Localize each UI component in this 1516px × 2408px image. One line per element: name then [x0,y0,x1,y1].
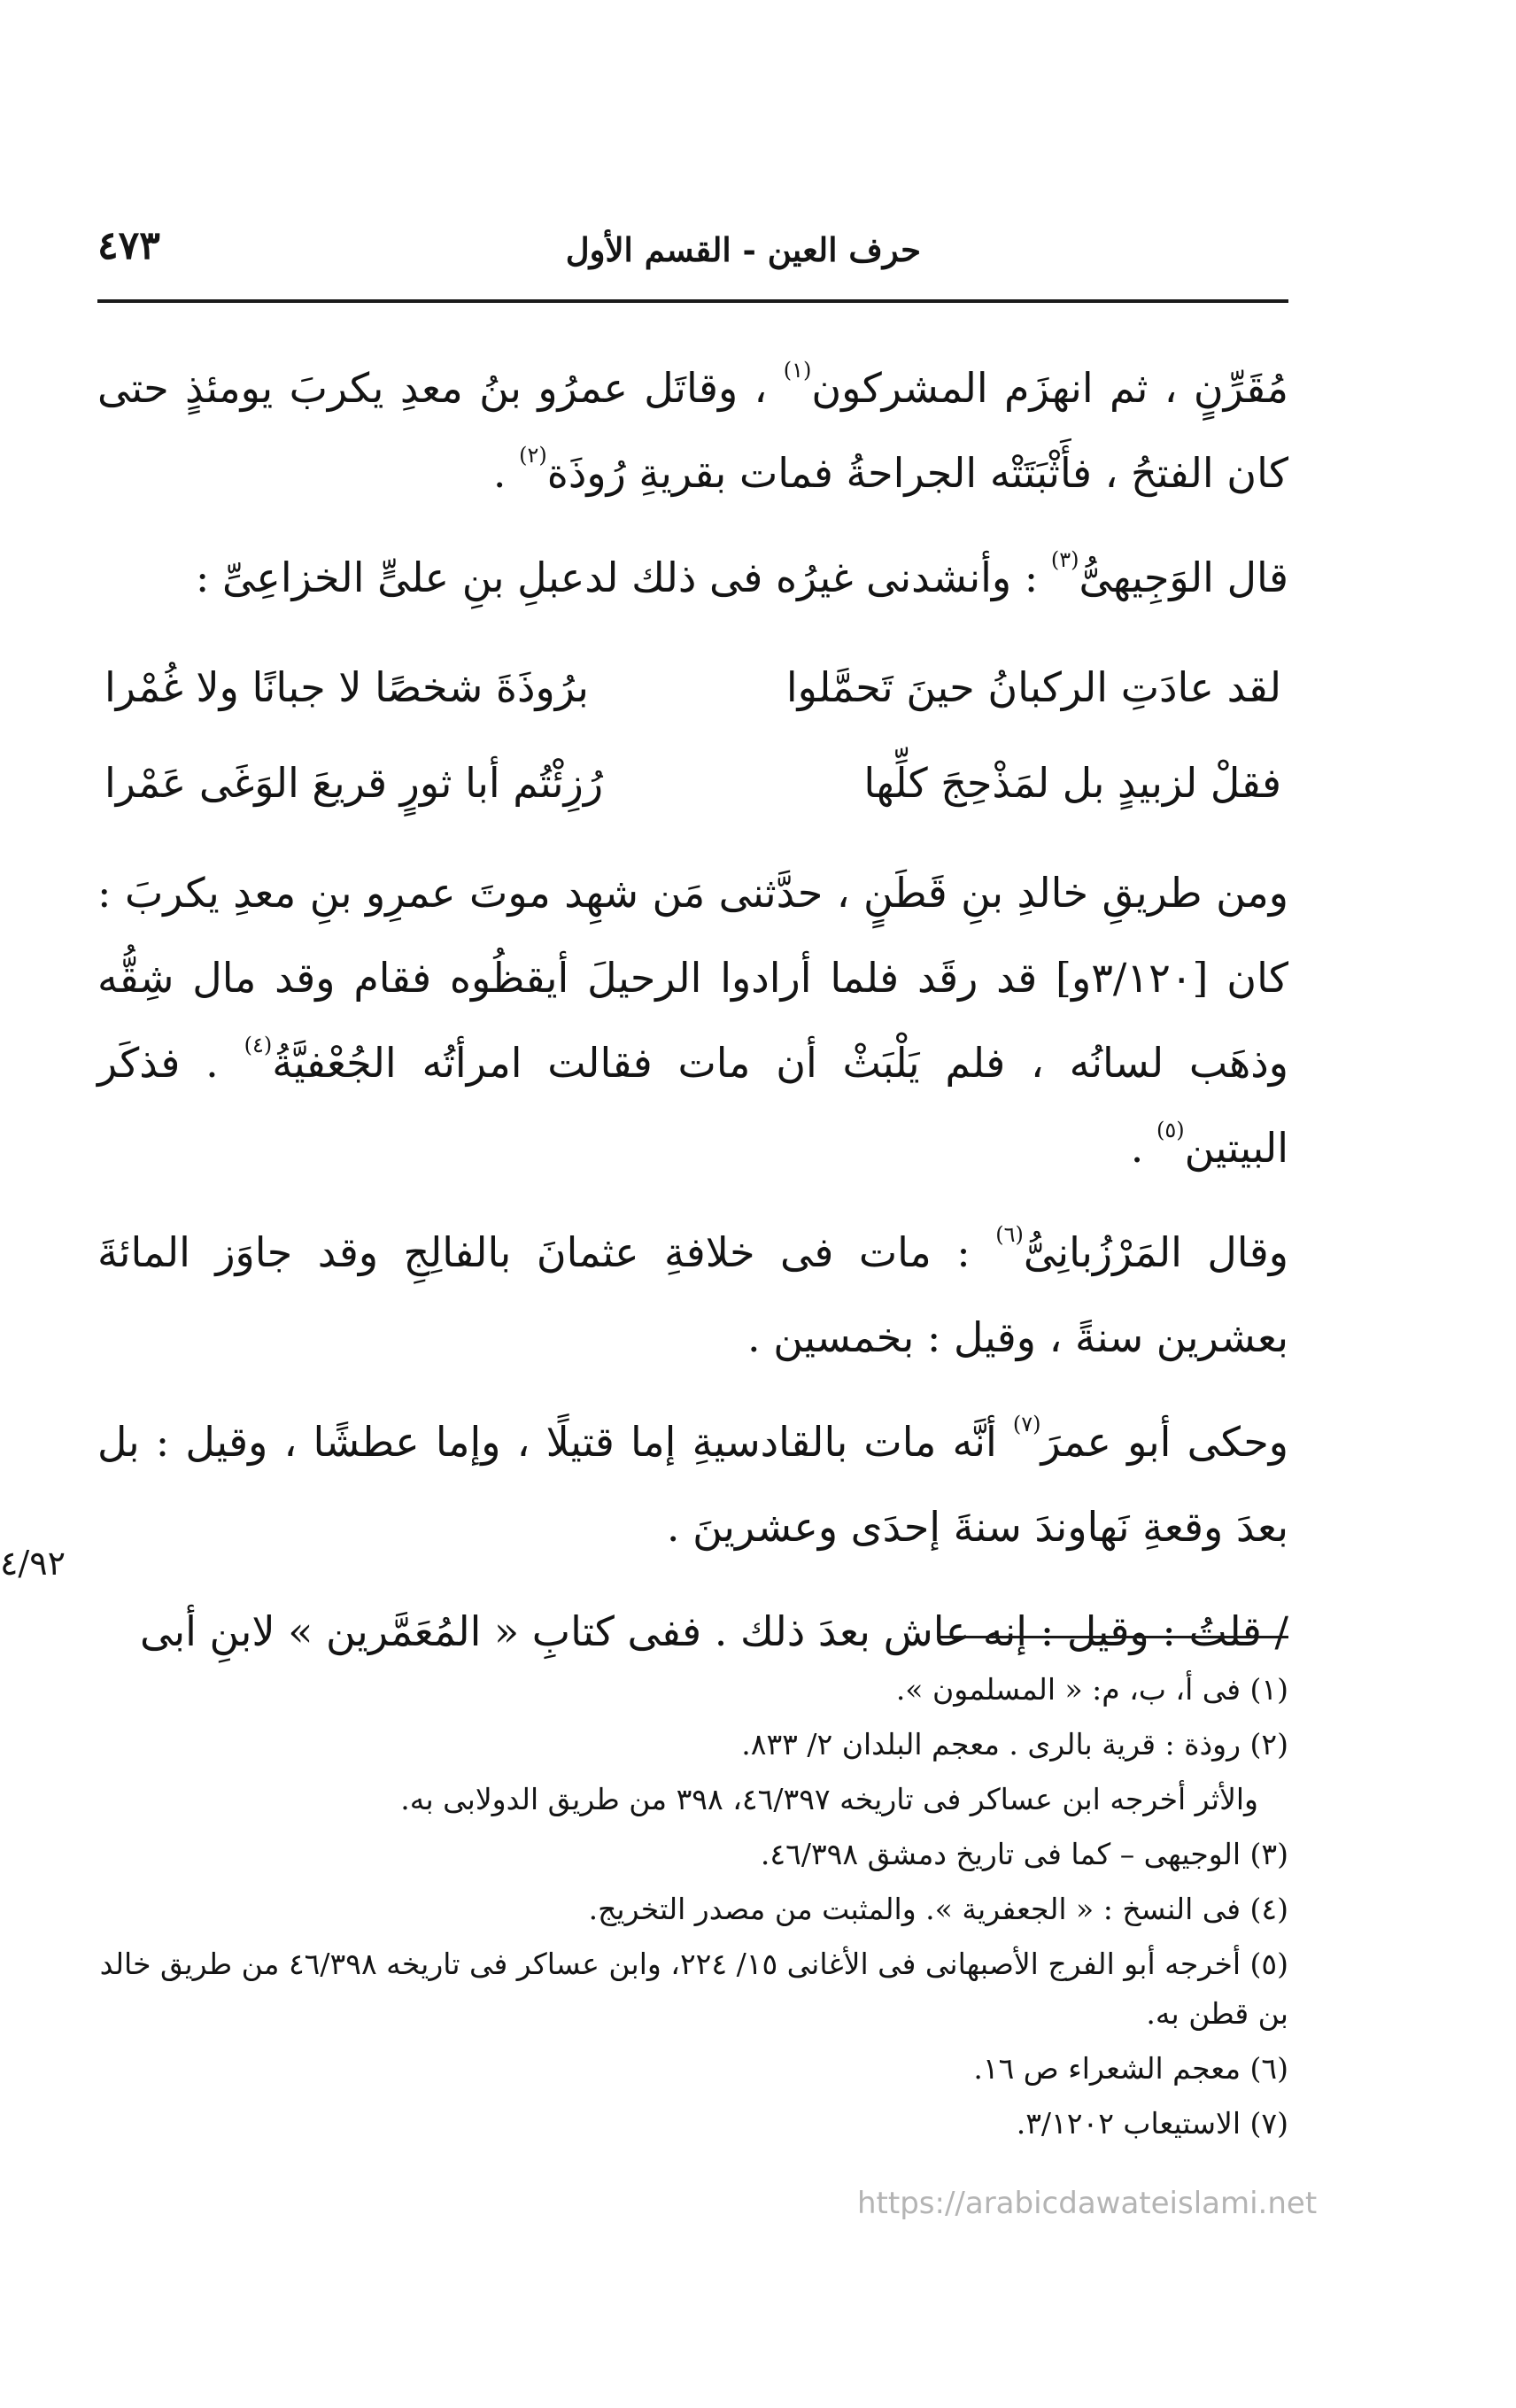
verse-2-second-hemistich: رُزِئْتُم أبا ثورٍ قريعَ الوَغَى عَمْرا [104,759,604,807]
watermark-url: https://arabicdawateislami.net [857,2186,1318,2221]
poem [97,639,1288,831]
paragraph-1-part-a: مُقَرِّنٍ ، ثم انهزَم المشركون [811,364,1288,412]
margin-page-reference: ٤/٩٢ [0,1544,66,1583]
verse-2-first-hemistich: فقلْ لزبيدٍ بل لمَذْحِجَ كلِّها [863,759,1281,807]
main-text [97,345,1288,1693]
paragraph-4-part-b: : مات فى خلافةِ عثمانَ بالفالِجِ وقد جاوَز المائةَ بعشرين سنةً ، وقيل : بخمسين . [97,1228,1288,1361]
running-header [97,223,1288,285]
footnote-ref-7[interactable]: (٧) [1012,1412,1041,1436]
paragraph-5-part-b: أنَّه مات بالقادسيةِ إما قتيلًا ، وإما عطشًا ، وقيل : بل بعدَ وقعةِ نَهاوندَ سنةَ إحدَى وعشرينَ . [97,1418,1288,1551]
verse-1-second-hemistich: برُوذَةَ شخصًا لا جبانًا ولا غُمْرا [104,663,589,711]
footnote-ref-6[interactable]: (٦) [995,1222,1024,1247]
paragraph-2-part-a: قال الوَجِيهىُّ [1079,554,1288,601]
paragraph-4 [97,1210,1288,1380]
paragraph-5 [97,1399,1288,1569]
paragraph-3 [97,850,1288,1190]
paragraph-3-part-c: . [1130,1124,1157,1172]
footnotes [97,1665,1288,2154]
paragraph-6: / قلتُ : وقيل : إنه عاش بعدَ ذلك . ففى كتابِ « المُعَمَّرين » لابنِ أبى [140,1607,1288,1655]
paragraph-1-part-b: ، وقاتَل عمرُو بنُ معدِ يكربَ يومئذٍ حتى كان الفتحُ ، فأَثْبَتَتْه الجراحةُ فمات بقريةِ رُوذَة [97,364,1288,497]
poem-verse-2 [97,735,1288,831]
paragraph-2 [97,535,1288,620]
footnote-3: (٣) الوجيهى – كما فى تاريخ دمشق ٤٦/٣٩٨. [760,1837,1288,1871]
paragraph-1-part-c: . [492,449,520,497]
footnote-ref-2[interactable]: (٢) [519,443,547,468]
footnote-divider [939,1636,1288,1638]
paragraph-3-part-b: . فذكَر البيتين [97,1039,1288,1172]
verse-1-first-hemistich: لقد عادَتِ الركبانُ حينَ تَحمَّلوا [785,663,1281,711]
footnote-6: (٦) معجم الشعراء ص ١٦. [973,2051,1288,2086]
footnote-1: (١) فى أ، ب، م: « المسلمون ». [895,1672,1288,1707]
footnote-ref-1[interactable]: (١) [783,358,812,383]
paragraph-1 [97,345,1288,515]
footnote-2: (٢) روذة : قرية بالرى . معجم البلدان ٢/ ٨٣٣. [741,1727,1288,1761]
header-divider [97,299,1288,303]
paragraph-5-part-a: وحكى أبو عمرَ [1040,1418,1288,1466]
footnote-ref-5[interactable]: (٥) [1156,1118,1185,1142]
footnote-2-continuation: والأثر أخرجه ابن عساكر فى تاريخه ٤٦/٣٩٧، ٣٩٨ من طريق الدولابى به. [400,1782,1258,1816]
paragraph-3-part-a: ومن طريقِ خالدِ بنِ قَطَنٍ ، حدَّثنى مَن شهِد موتَ عمرِو بنِ معدِ يكربَ : كان [٣/١٢٠و] قد رقَد فلما أرادوا الرحيلَ أيقظُوه فقام وقد مال شِقُّه وذهَب لسانُه ، فلم يَلْبَثْ أن مات فقالت امرأتُه الجُعْفيَّةُ [97,869,1288,1087]
footnote-5: (٥) أخرجه أبو الفرج الأصبهانى فى الأغانى ١٥/ ٢٢٤، وابن عساكر فى تاريخه ٤٦/٣٩٨ من طريق خالد بن قطن به. [99,1947,1288,2031]
paragraph-4-part-a: وقال المَرْزُبانِىُّ [1023,1228,1288,1276]
footnote-ref-3[interactable]: (٣) [1050,547,1079,572]
header-title: حرف العين - القسم الأول [565,230,921,269]
paragraph-2-part-b: : وأنشدنى غيرُه فى ذلك لدعبلِ بنِ علىٍّ الخزاعِىِّ : [195,554,1051,601]
footnote-4: (٤) فى النسخ : « الجعفرية ». والمثبت من مصدر التخريج. [588,1892,1288,1926]
footnote-7: (٧) الاستيعاب ٣/١٢٠٢. [1016,2106,1288,2141]
poem-verse-1 [97,639,1288,735]
footnote-ref-4[interactable]: (٤) [244,1033,273,1057]
page-number: ٤٧٣ [97,223,160,268]
